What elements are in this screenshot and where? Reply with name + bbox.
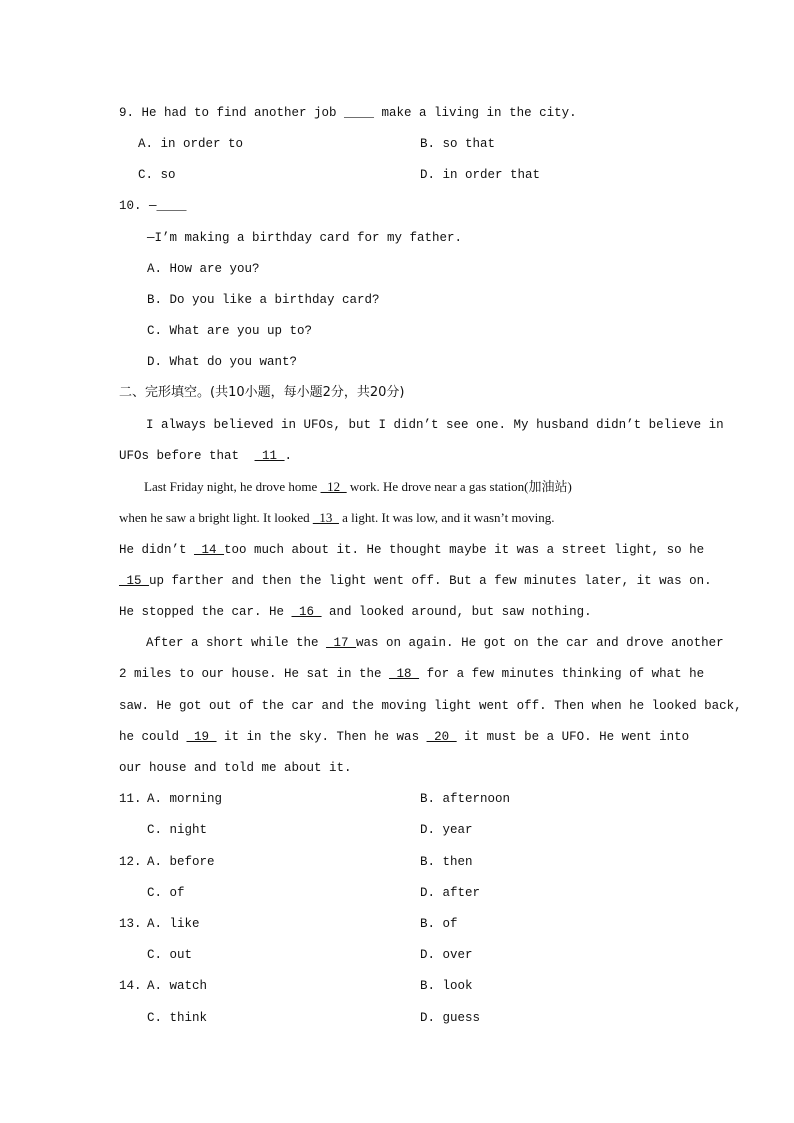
- q12-option-b: B. then: [420, 855, 473, 869]
- q11-number: 11.: [119, 792, 142, 806]
- q11-option-c: C. night: [147, 823, 208, 837]
- q13-number: 13.: [119, 917, 142, 931]
- q9-option-a: A. in order to: [138, 137, 244, 151]
- q14-option-c: C. think: [147, 1011, 208, 1025]
- blank-11: 11: [254, 449, 285, 463]
- passage-text: up farther and then the light went off. But a few minutes later, it was on.: [149, 574, 712, 588]
- blank-12: _12_: [320, 479, 347, 494]
- q14-option-a: A. watch: [147, 979, 208, 993]
- passage-p3-line4: [119, 729, 689, 745]
- passage-text: too much about it. He thought maybe it was a street light, so he: [224, 543, 705, 557]
- q12-option-c: C. of: [147, 886, 185, 900]
- q13-option-c: C. out: [147, 948, 193, 962]
- q11-option-b: B. afternoon: [420, 792, 511, 806]
- q11-option-d: D. year: [420, 823, 473, 837]
- q10-option-d: D. What do you want?: [147, 355, 298, 369]
- passage-p2-line1: [144, 479, 572, 495]
- passage-text: it in the sky. Then he was: [216, 730, 427, 744]
- q10-option-a: A. How are you?: [147, 262, 260, 276]
- q13-option-d: D. over: [420, 948, 473, 962]
- q9-option-d: D. in order that: [420, 168, 541, 182]
- passage-text: he could: [119, 730, 187, 744]
- passage-text: work. He drove near a gas station(加油站): [346, 479, 572, 494]
- blank-20: _20_: [426, 730, 457, 744]
- passage-text: was on again. He got on the car and drove another: [356, 636, 724, 650]
- q14-option-b: B. look: [420, 979, 473, 993]
- passage-text: a light. It was low, and it wasn’t moving.: [338, 510, 555, 525]
- passage-text: He stopped the car. He: [119, 605, 292, 619]
- passage-text: Last Friday night, he drove home: [144, 479, 321, 494]
- q14-number: 14.: [119, 979, 142, 993]
- passage-text: He didn’t: [119, 543, 195, 557]
- q9-option-c: C. so: [138, 168, 176, 182]
- passage-p1-line1: I always believed in UFOs, but I didn’t see one. My husband didn’t believe in: [146, 418, 724, 432]
- passage-p1-line2: [119, 448, 292, 464]
- passage-p3-line1: [146, 635, 724, 651]
- q12-number: 12.: [119, 855, 142, 869]
- passage-text: it must be a UFO. He went into: [456, 730, 690, 744]
- passage-text: After a short while the: [146, 636, 327, 650]
- section-2-heading: 二、完形填空。(共10小题，每小题2分，共20分): [119, 385, 405, 400]
- passage-p2-line4: [119, 573, 712, 589]
- q12-option-a: A. before: [147, 855, 215, 869]
- question-9-stem: 9. He had to find another job ____ make a living in the city.: [119, 106, 577, 120]
- passage-text: 2 miles to our house. He sat in the: [119, 667, 390, 681]
- q14-option-d: D. guess: [420, 1011, 481, 1025]
- q9-option-b: B. so that: [420, 137, 496, 151]
- q10-option-c: C. What are you up to?: [147, 324, 313, 338]
- passage-text: when he saw a bright light. It looked: [119, 510, 313, 525]
- passage-p2-line2: [119, 510, 554, 526]
- passage-p2-line3: [119, 542, 705, 558]
- q10-option-b: B. Do you like a birthday card?: [147, 293, 380, 307]
- question-10-stem: 10. —____: [119, 199, 187, 213]
- passage-p3-line2: [119, 666, 704, 682]
- q10-reply: —I’m making a birthday card for my father.: [147, 231, 463, 245]
- passage-p3-line3: saw. He got out of the car and the moving light went off. Then when he looked back,: [119, 699, 742, 713]
- blank-19: _19_: [186, 730, 217, 744]
- blank-18: _18_: [389, 667, 420, 681]
- passage-p2-line5: [119, 604, 592, 620]
- passage-text: for a few minutes thinking of what he: [419, 667, 705, 681]
- blank-15: _15_: [119, 574, 150, 588]
- passage-p3-line5: our house and told me about it.: [119, 761, 352, 775]
- blank-16: _16_: [291, 605, 322, 619]
- q13-option-a: A. like: [147, 917, 200, 931]
- passage-text: and looked around, but saw nothing.: [321, 605, 592, 619]
- passage-text: UFOs before that: [119, 449, 247, 463]
- blank-17: _17_: [326, 636, 357, 650]
- q12-option-d: D. after: [420, 886, 481, 900]
- q11-option-a: A. morning: [147, 792, 223, 806]
- blank-13: _13_: [312, 510, 339, 525]
- blank-14: _14_: [194, 543, 225, 557]
- q13-option-b: B. of: [420, 917, 458, 931]
- passage-text: .: [284, 449, 293, 463]
